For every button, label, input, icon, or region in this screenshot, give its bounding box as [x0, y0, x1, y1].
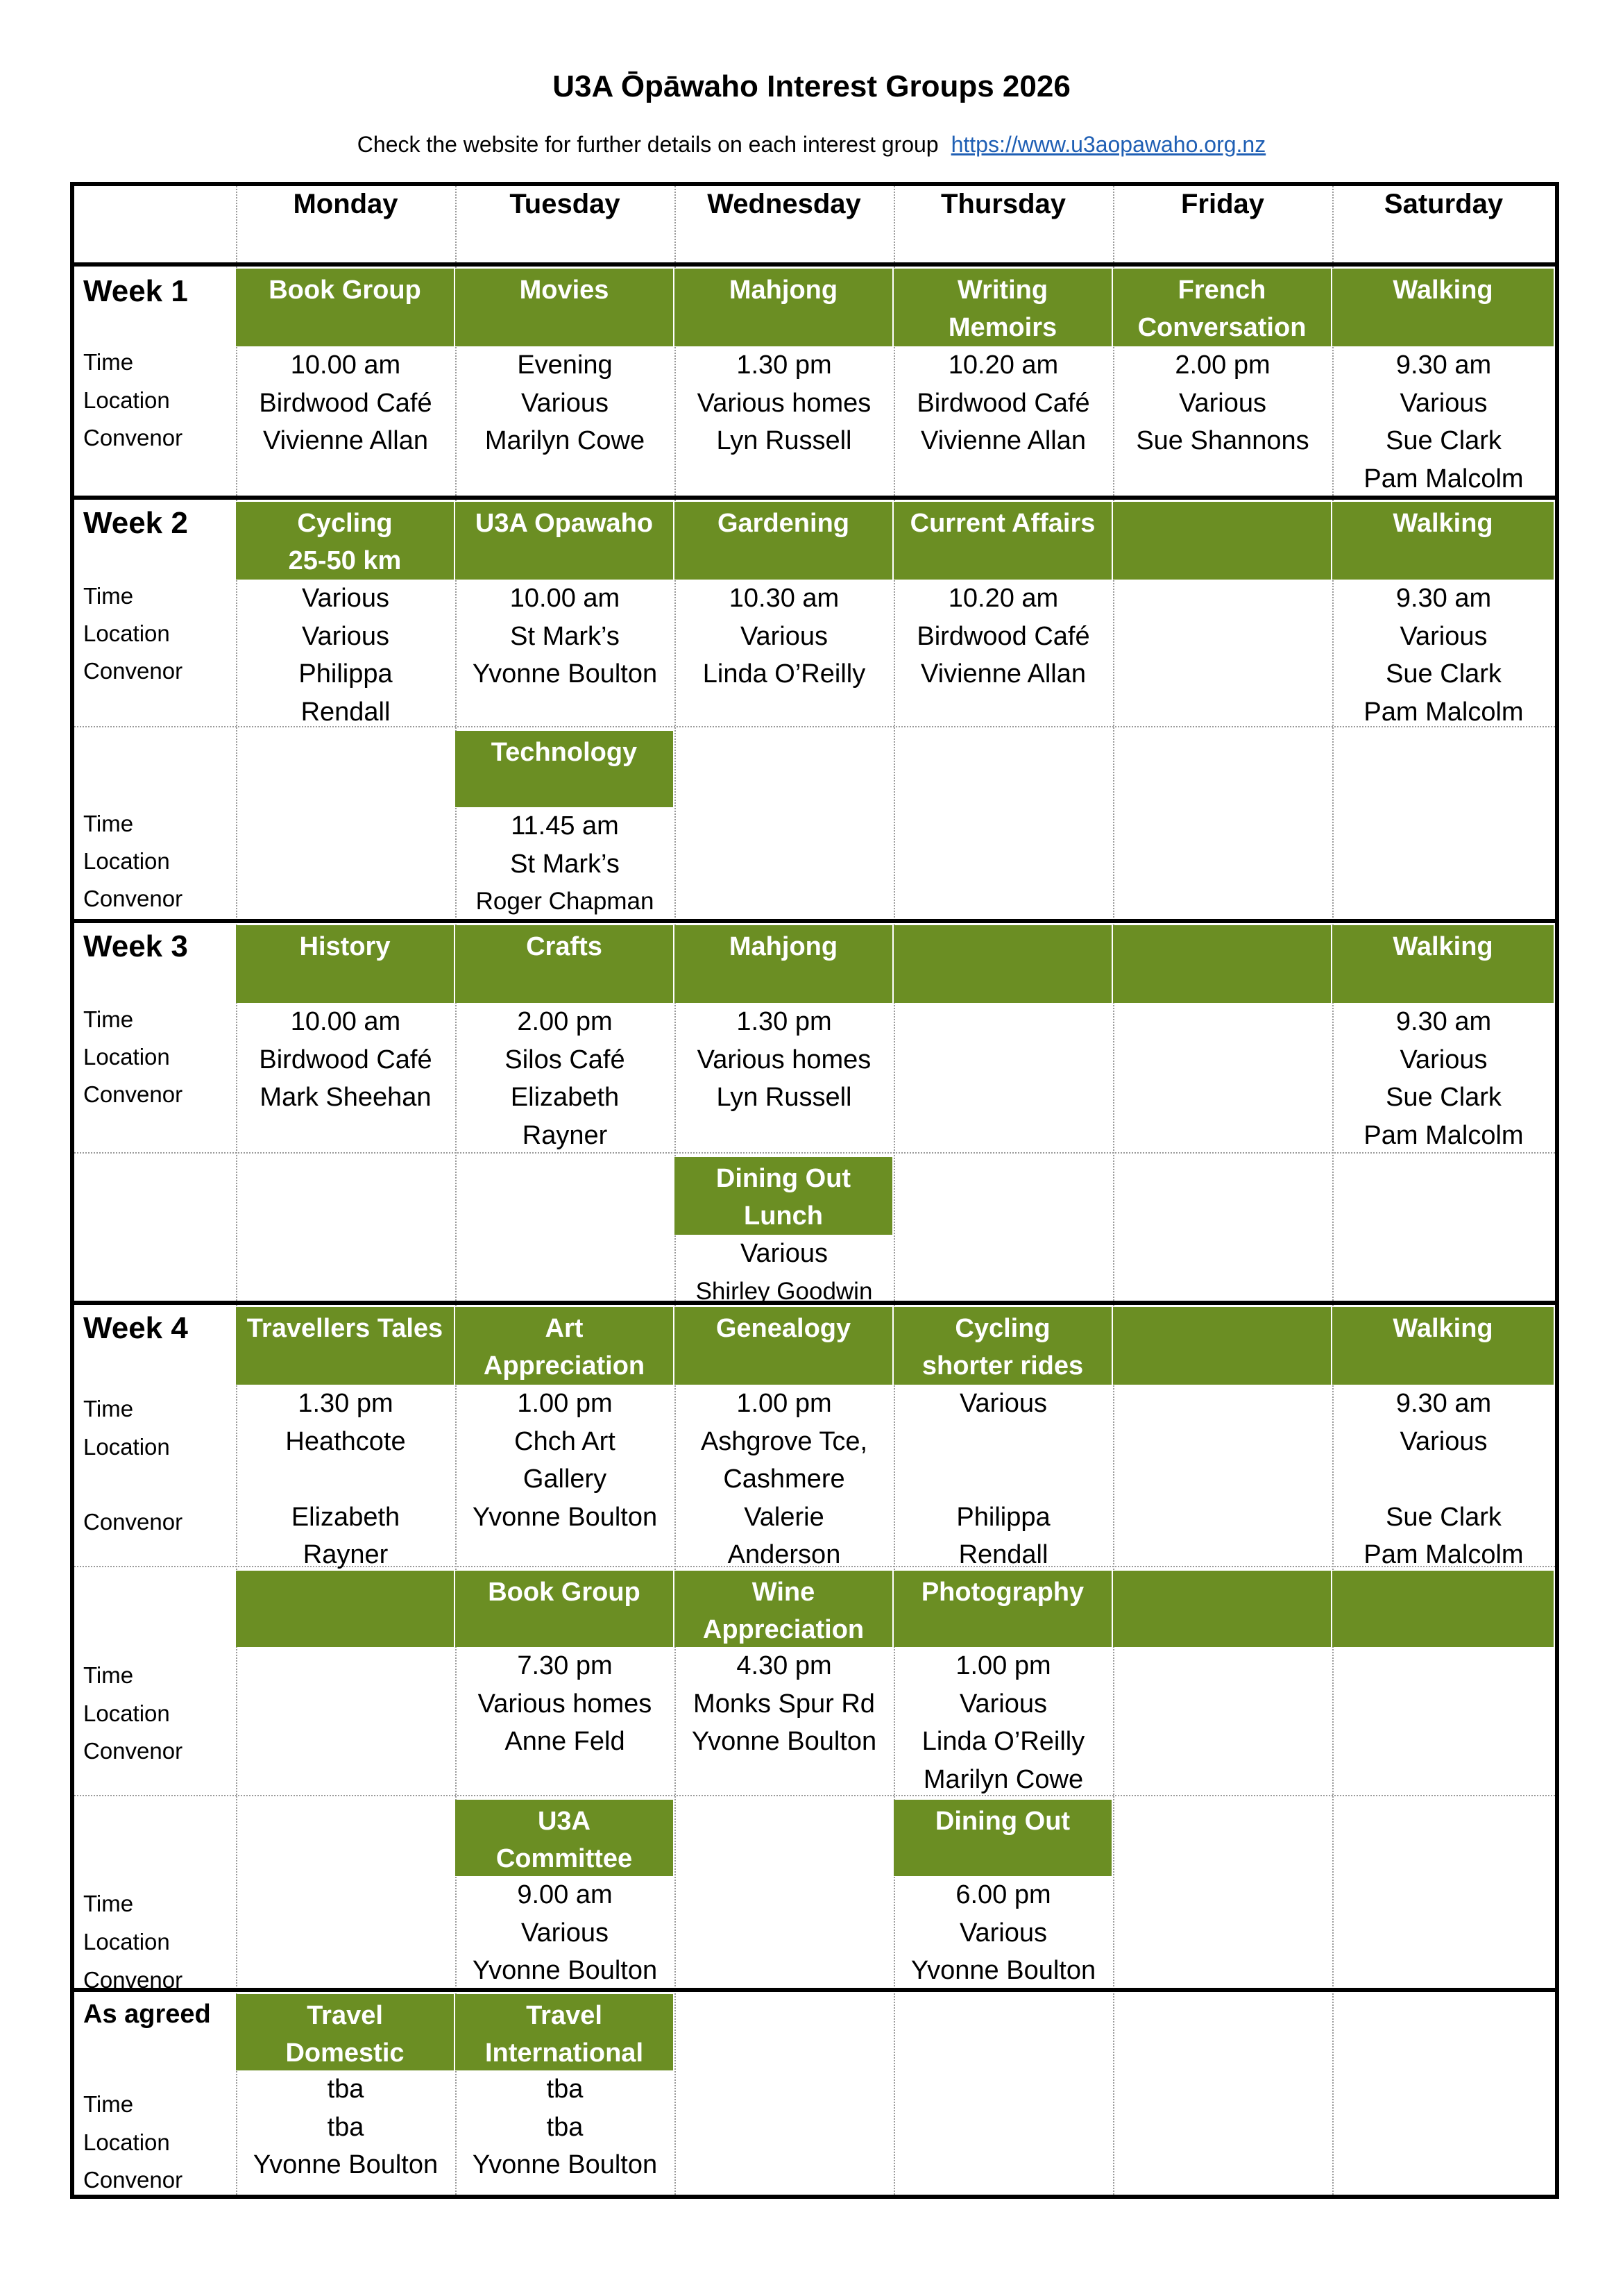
group-header-history[interactable]	[236, 925, 454, 1003]
group-details-history	[236, 1003, 455, 1117]
day-header-monday: Monday	[293, 189, 398, 219]
detail-line: tba	[327, 2112, 364, 2142]
detail-line: Various homes	[697, 1045, 872, 1074]
group-name-line: Art	[545, 1314, 584, 1343]
detail-line: tba	[327, 2075, 364, 2104]
field-label-time: Time	[83, 811, 134, 836]
field-label-time: Time	[83, 1006, 134, 1032]
field-label-location: Location	[83, 1700, 170, 1726]
detail-line: 6.00 pm	[955, 1880, 1051, 1909]
group-name-line: Current Affairs	[910, 509, 1096, 538]
detail-line: Linda O’Reilly	[702, 659, 866, 689]
field-label-convenor: Convenor	[83, 1081, 183, 1107]
field-label-location: Location	[83, 387, 170, 413]
detail-line: Anne Feld	[504, 1727, 625, 1756]
section-divider	[74, 262, 1555, 267]
column-divider	[236, 186, 237, 2195]
group-details-gardening	[674, 580, 894, 693]
detail-line: Various	[740, 1239, 829, 1268]
day-header-wednesday: Wednesday	[707, 189, 861, 219]
column-divider	[1113, 186, 1114, 2195]
detail-line: Various	[959, 1689, 1048, 1719]
week-label-4: Week 4	[83, 1311, 188, 1345]
group-name-line: Writing	[957, 276, 1048, 305]
group-name-line: French	[1178, 276, 1266, 305]
detail-line: Various	[301, 621, 390, 651]
week-label-3: Week 3	[83, 929, 188, 963]
group-details-dining-out-lunch	[674, 1235, 894, 1310]
group-name-line: U3A	[537, 1807, 591, 1836]
group-header-travellers-tales[interactable]	[236, 1307, 454, 1385]
group-header-u3a-committee[interactable]	[455, 1800, 673, 1876]
detail-line: Yvonne Boulton	[472, 1502, 658, 1532]
group-header-wine-appreciation[interactable]	[674, 1571, 892, 1647]
group-name-line: Travel	[307, 2001, 383, 2030]
detail-line: 11.45 am	[511, 811, 619, 841]
detail-line: Birdwood Café	[259, 1045, 432, 1074]
detail-line: Birdwood Café	[917, 621, 1090, 651]
detail-line: 9.30 am	[1395, 1007, 1492, 1036]
group-name-line: Walking	[1393, 932, 1493, 961]
detail-line: Sue Clark	[1386, 426, 1502, 455]
group-name-line: Book Group	[269, 276, 421, 305]
group-details-technology	[455, 807, 674, 921]
detail-line: Vivienne Allan	[920, 426, 1087, 455]
field-label-convenor: Convenor	[83, 1967, 183, 1993]
detail-line: 1.00 pm	[736, 1389, 832, 1418]
website-link[interactable]: https://www.u3aopawaho.org.nz	[951, 132, 1266, 157]
detail-line: 9.30 am	[1395, 584, 1492, 613]
group-details-dining-out	[894, 1876, 1113, 1990]
field-label-time: Time	[83, 1891, 134, 1916]
group-name-line: Mahjong	[729, 932, 838, 961]
group-header-empty[interactable]	[1113, 1307, 1331, 1385]
group-details-genealogy	[674, 1385, 894, 1574]
group-name-line: Photography	[921, 1578, 1085, 1607]
group-header-empty[interactable]	[1113, 1571, 1331, 1647]
group-header-technology[interactable]	[455, 731, 673, 807]
detail-line: Pam Malcolm	[1363, 464, 1524, 493]
detail-line: Cashmere	[723, 1464, 845, 1494]
detail-line: 4.30 pm	[736, 1651, 832, 1680]
group-name-line: Technology	[491, 738, 638, 767]
field-label-convenor: Convenor	[83, 1509, 183, 1535]
group-name-line: Dining Out	[715, 1164, 851, 1193]
group-name-line: Walking	[1393, 276, 1493, 305]
detail-line: Gallery	[522, 1464, 607, 1494]
group-details-photography	[894, 1647, 1113, 1798]
detail-line: Monks Spur Rd	[693, 1689, 875, 1719]
group-header-gardening[interactable]	[674, 502, 892, 580]
day-header-tuesday: Tuesday	[509, 189, 620, 219]
detail-line: St Mark’s	[510, 621, 620, 651]
detail-line: Ashgrove Tce,	[700, 1426, 868, 1456]
group-name-line: 25-50 km	[288, 546, 402, 575]
group-header-dining-out-lunch[interactable]	[674, 1157, 892, 1235]
group-details-book-group	[236, 346, 455, 460]
group-name-line: Lunch	[744, 1201, 823, 1231]
group-name-line: Crafts	[526, 932, 602, 961]
group-name-line: Travellers Tales	[246, 1314, 443, 1343]
group-header-art-appreciation[interactable]	[455, 1307, 673, 1385]
group-name-line: International	[484, 2038, 644, 2068]
detail-line: Birdwood Café	[259, 388, 432, 418]
detail-line: Rayner	[522, 1120, 608, 1150]
detail-line: Rayner	[303, 1540, 389, 1569]
detail-line: 2.00 pm	[517, 1007, 613, 1036]
group-name-line: U3A Opawaho	[475, 509, 654, 538]
detail-line: 1.30 pm	[736, 1007, 832, 1036]
group-header-empty[interactable]	[236, 1571, 454, 1647]
detail-line: Pam Malcolm	[1363, 697, 1524, 727]
detail-line: 10.30 am	[729, 584, 840, 613]
group-details-walking	[1332, 1385, 1555, 1574]
detail-line: Anderson	[727, 1540, 841, 1569]
detail-line: Various	[520, 388, 609, 418]
group-details-movies	[455, 346, 674, 460]
group-header-current-affairs[interactable]	[894, 502, 1112, 580]
group-name-line: Wine	[751, 1578, 815, 1607]
detail-line: Various	[1400, 621, 1488, 651]
detail-line: Lyn Russell	[716, 1083, 852, 1112]
as-agreed-label: As agreed	[83, 2000, 211, 2029]
field-label-location: Location	[83, 1044, 170, 1070]
field-label-convenor: Convenor	[83, 886, 183, 911]
group-header-mahjong[interactable]	[674, 269, 892, 346]
group-details-travel-international	[455, 2070, 674, 2184]
group-header-walking[interactable]	[1332, 1307, 1554, 1385]
detail-line: Vivienne Allan	[920, 659, 1087, 689]
subtitle-text: Check the website for further details on each interest group	[357, 132, 939, 157]
detail-line: 9.30 am	[1395, 351, 1492, 380]
group-details-walking	[1332, 580, 1555, 731]
detail-line: Various	[1178, 388, 1267, 418]
field-label-location: Location	[83, 621, 170, 646]
group-details-mahjong	[674, 346, 894, 460]
detail-line: Marilyn Cowe	[484, 426, 645, 455]
group-header-movies[interactable]	[455, 269, 673, 346]
group-name-line: Book Group	[488, 1578, 640, 1607]
group-name-line: Appreciation	[483, 1351, 645, 1381]
group-details-walking	[1332, 1003, 1555, 1154]
detail-line	[894, 1460, 1113, 1499]
detail-line: 1.30 pm	[736, 351, 832, 380]
detail-line	[894, 1423, 1113, 1461]
detail-line: Sue Clark	[1386, 1083, 1502, 1112]
field-label-time: Time	[83, 1662, 134, 1688]
detail-line: Valerie	[744, 1502, 824, 1532]
group-header-genealogy[interactable]	[674, 1307, 892, 1385]
detail-line: Various	[301, 584, 390, 613]
detail-line: 9.30 am	[1395, 1389, 1492, 1418]
group-details-cycling-25-50-km	[236, 580, 455, 731]
detail-line: Philippa	[956, 1502, 1051, 1532]
day-header-friday: Friday	[1180, 189, 1265, 219]
field-label-convenor: Convenor	[83, 425, 183, 450]
detail-line: 10.00 am	[290, 1007, 401, 1036]
detail-line: Rendall	[958, 1540, 1048, 1569]
detail-line: Silos Café	[504, 1045, 625, 1074]
detail-line: 1.00 pm	[517, 1389, 613, 1418]
group-header-book-group[interactable]	[455, 1571, 673, 1647]
group-header-walking[interactable]	[1332, 925, 1554, 1003]
group-name-line: Domestic	[285, 2038, 405, 2068]
group-name-line: Gardening	[717, 509, 850, 538]
detail-line: 10.20 am	[948, 351, 1059, 380]
detail-line: Chch Art	[514, 1426, 615, 1456]
page-title: U3A Ōpāwaho Interest Groups 2026	[552, 69, 1071, 103]
detail-line: Evening	[517, 351, 613, 380]
group-details-walking	[1332, 346, 1555, 498]
group-header-french-conversation[interactable]	[1113, 269, 1331, 346]
detail-line: Various homes	[477, 1689, 652, 1719]
group-name-line: Movies	[519, 276, 609, 305]
group-header-travel-domestic[interactable]	[236, 1994, 454, 2070]
row-divider	[74, 1795, 1555, 1796]
group-details-cycling-shorter-rides	[894, 1385, 1113, 1574]
group-header-walking[interactable]	[1332, 502, 1554, 580]
group-header-empty[interactable]	[1332, 1571, 1554, 1647]
group-details-book-group	[455, 1647, 674, 1761]
field-label-convenor: Convenor	[83, 658, 183, 684]
field-label-time: Time	[83, 1396, 134, 1421]
group-name-line: Genealogy	[715, 1314, 851, 1343]
detail-line: Marilyn Cowe	[923, 1764, 1084, 1794]
detail-line: Mark Sheehan	[260, 1083, 432, 1112]
detail-line: Yvonne Boulton	[472, 2150, 658, 2179]
detail-line: Various	[1400, 388, 1488, 418]
detail-line: St Mark’s	[510, 849, 620, 879]
group-name-line: Committee	[495, 1844, 633, 1873]
group-details-crafts	[455, 1003, 674, 1154]
group-name-line: Cycling	[297, 509, 393, 538]
field-label-location: Location	[83, 1929, 170, 1955]
group-details-wine-appreciation	[674, 1647, 894, 1761]
group-header-book-group[interactable]	[236, 269, 454, 346]
group-details-writing-memoirs	[894, 346, 1113, 460]
group-header-cycling-shorter-rides[interactable]	[894, 1307, 1112, 1385]
detail-line	[236, 1460, 455, 1499]
detail-line: 9.00 am	[517, 1880, 613, 1909]
detail-line: Elizabeth	[291, 1502, 400, 1532]
group-header-writing-memoirs[interactable]	[894, 269, 1112, 346]
detail-line: Pam Malcolm	[1363, 1540, 1524, 1569]
detail-line: Lyn Russell	[716, 426, 852, 455]
subtitle	[0, 132, 1623, 158]
detail-line: 1.00 pm	[955, 1651, 1051, 1680]
detail-line: Various	[520, 1918, 609, 1948]
group-details-mahjong	[674, 1003, 894, 1117]
detail-line: Linda O’Reilly	[921, 1727, 1085, 1756]
group-header-photography[interactable]	[894, 1571, 1112, 1647]
detail-line: Yvonne Boulton	[253, 2150, 439, 2179]
detail-line: 10.20 am	[948, 584, 1059, 613]
detail-line: Elizabeth	[510, 1083, 620, 1112]
day-header-saturday: Saturday	[1384, 189, 1504, 219]
detail-line: Birdwood Café	[917, 388, 1090, 418]
detail-line: Rendall	[300, 697, 391, 727]
detail-line: Sue Clark	[1386, 659, 1502, 689]
detail-line: Various	[740, 621, 829, 651]
group-header-u3a-opawaho[interactable]	[455, 502, 673, 580]
detail-line	[1332, 1460, 1555, 1499]
group-name-line: Conversation	[1137, 313, 1307, 342]
group-name-line: Mahjong	[729, 276, 838, 305]
detail-line: Roger Chapman	[475, 888, 654, 915]
detail-line: 2.00 pm	[1175, 351, 1271, 380]
group-header-empty[interactable]	[1113, 502, 1331, 580]
detail-line: Yvonne Boulton	[472, 659, 658, 689]
group-details-u3a-opawaho	[455, 580, 674, 693]
group-details-art-appreciation	[455, 1385, 674, 1536]
detail-line: tba	[546, 2112, 584, 2142]
week-label-2: Week 2	[83, 506, 188, 540]
group-name-line: Memoirs	[948, 313, 1057, 342]
detail-line: Sue Shannons	[1136, 426, 1309, 455]
group-details-travel-domestic	[236, 2070, 455, 2184]
field-label-time: Time	[83, 2091, 134, 2117]
detail-line: Various	[1400, 1045, 1488, 1074]
group-name-line: shorter rides	[921, 1351, 1084, 1381]
detail-line: Sue Clark	[1386, 1502, 1502, 1532]
group-header-mahjong[interactable]	[674, 925, 892, 1003]
group-header-travel-international[interactable]	[455, 1994, 673, 2070]
field-label-convenor: Convenor	[83, 1738, 183, 1764]
group-header-empty[interactable]	[894, 925, 1112, 1003]
field-label-time: Time	[83, 583, 134, 609]
field-label-convenor: Convenor	[83, 2167, 183, 2193]
week-label-1: Week 1	[83, 274, 188, 308]
group-name-line: Dining Out	[935, 1807, 1071, 1836]
detail-line: Pam Malcolm	[1363, 1120, 1524, 1150]
detail-line: Various	[959, 1918, 1048, 1948]
detail-line: Vivienne Allan	[262, 426, 429, 455]
detail-line: Yvonne Boulton	[910, 1956, 1096, 1985]
group-name-line: Walking	[1393, 509, 1493, 538]
group-name-line: History	[299, 932, 391, 961]
group-header-empty[interactable]	[1113, 925, 1331, 1003]
detail-line: tba	[546, 2075, 584, 2104]
group-details-current-affairs	[894, 580, 1113, 693]
group-details-travellers-tales	[236, 1385, 455, 1574]
group-name-line: Travel	[526, 2001, 602, 2030]
detail-line: Various	[1400, 1426, 1488, 1456]
group-header-walking[interactable]	[1332, 269, 1554, 346]
detail-line: 10.00 am	[509, 584, 620, 613]
detail-line: Various	[959, 1389, 1048, 1418]
detail-line: Heathcote	[285, 1426, 406, 1456]
group-header-crafts[interactable]	[455, 925, 673, 1003]
group-details-u3a-committee	[455, 1876, 674, 1990]
group-details-french-conversation	[1113, 346, 1332, 460]
group-name-line: Appreciation	[702, 1615, 865, 1644]
detail-line: Philippa	[298, 659, 393, 689]
detail-line: Shirley Goodwin	[695, 1277, 873, 1305]
detail-line: 7.30 pm	[517, 1651, 613, 1680]
section-divider	[74, 919, 1555, 923]
schedule-table	[70, 182, 1559, 2199]
section-divider	[74, 1988, 1555, 1992]
group-header-dining-out[interactable]	[894, 1800, 1112, 1876]
detail-line: Yvonne Boulton	[691, 1727, 877, 1756]
field-label-location: Location	[83, 2129, 170, 2155]
detail-line: 1.30 pm	[298, 1389, 393, 1418]
detail-line: Yvonne Boulton	[472, 1956, 658, 1985]
day-header-thursday: Thursday	[940, 189, 1067, 219]
detail-line: 10.00 am	[290, 351, 401, 380]
field-label-location: Location	[83, 848, 170, 874]
group-name-line: Walking	[1393, 1314, 1493, 1343]
detail-line: Various homes	[697, 388, 872, 418]
group-name-line: Cycling	[955, 1314, 1051, 1343]
group-header-cycling-25-50-km[interactable]	[236, 502, 454, 580]
field-label-time: Time	[83, 349, 134, 375]
field-label-location: Location	[83, 1434, 170, 1460]
